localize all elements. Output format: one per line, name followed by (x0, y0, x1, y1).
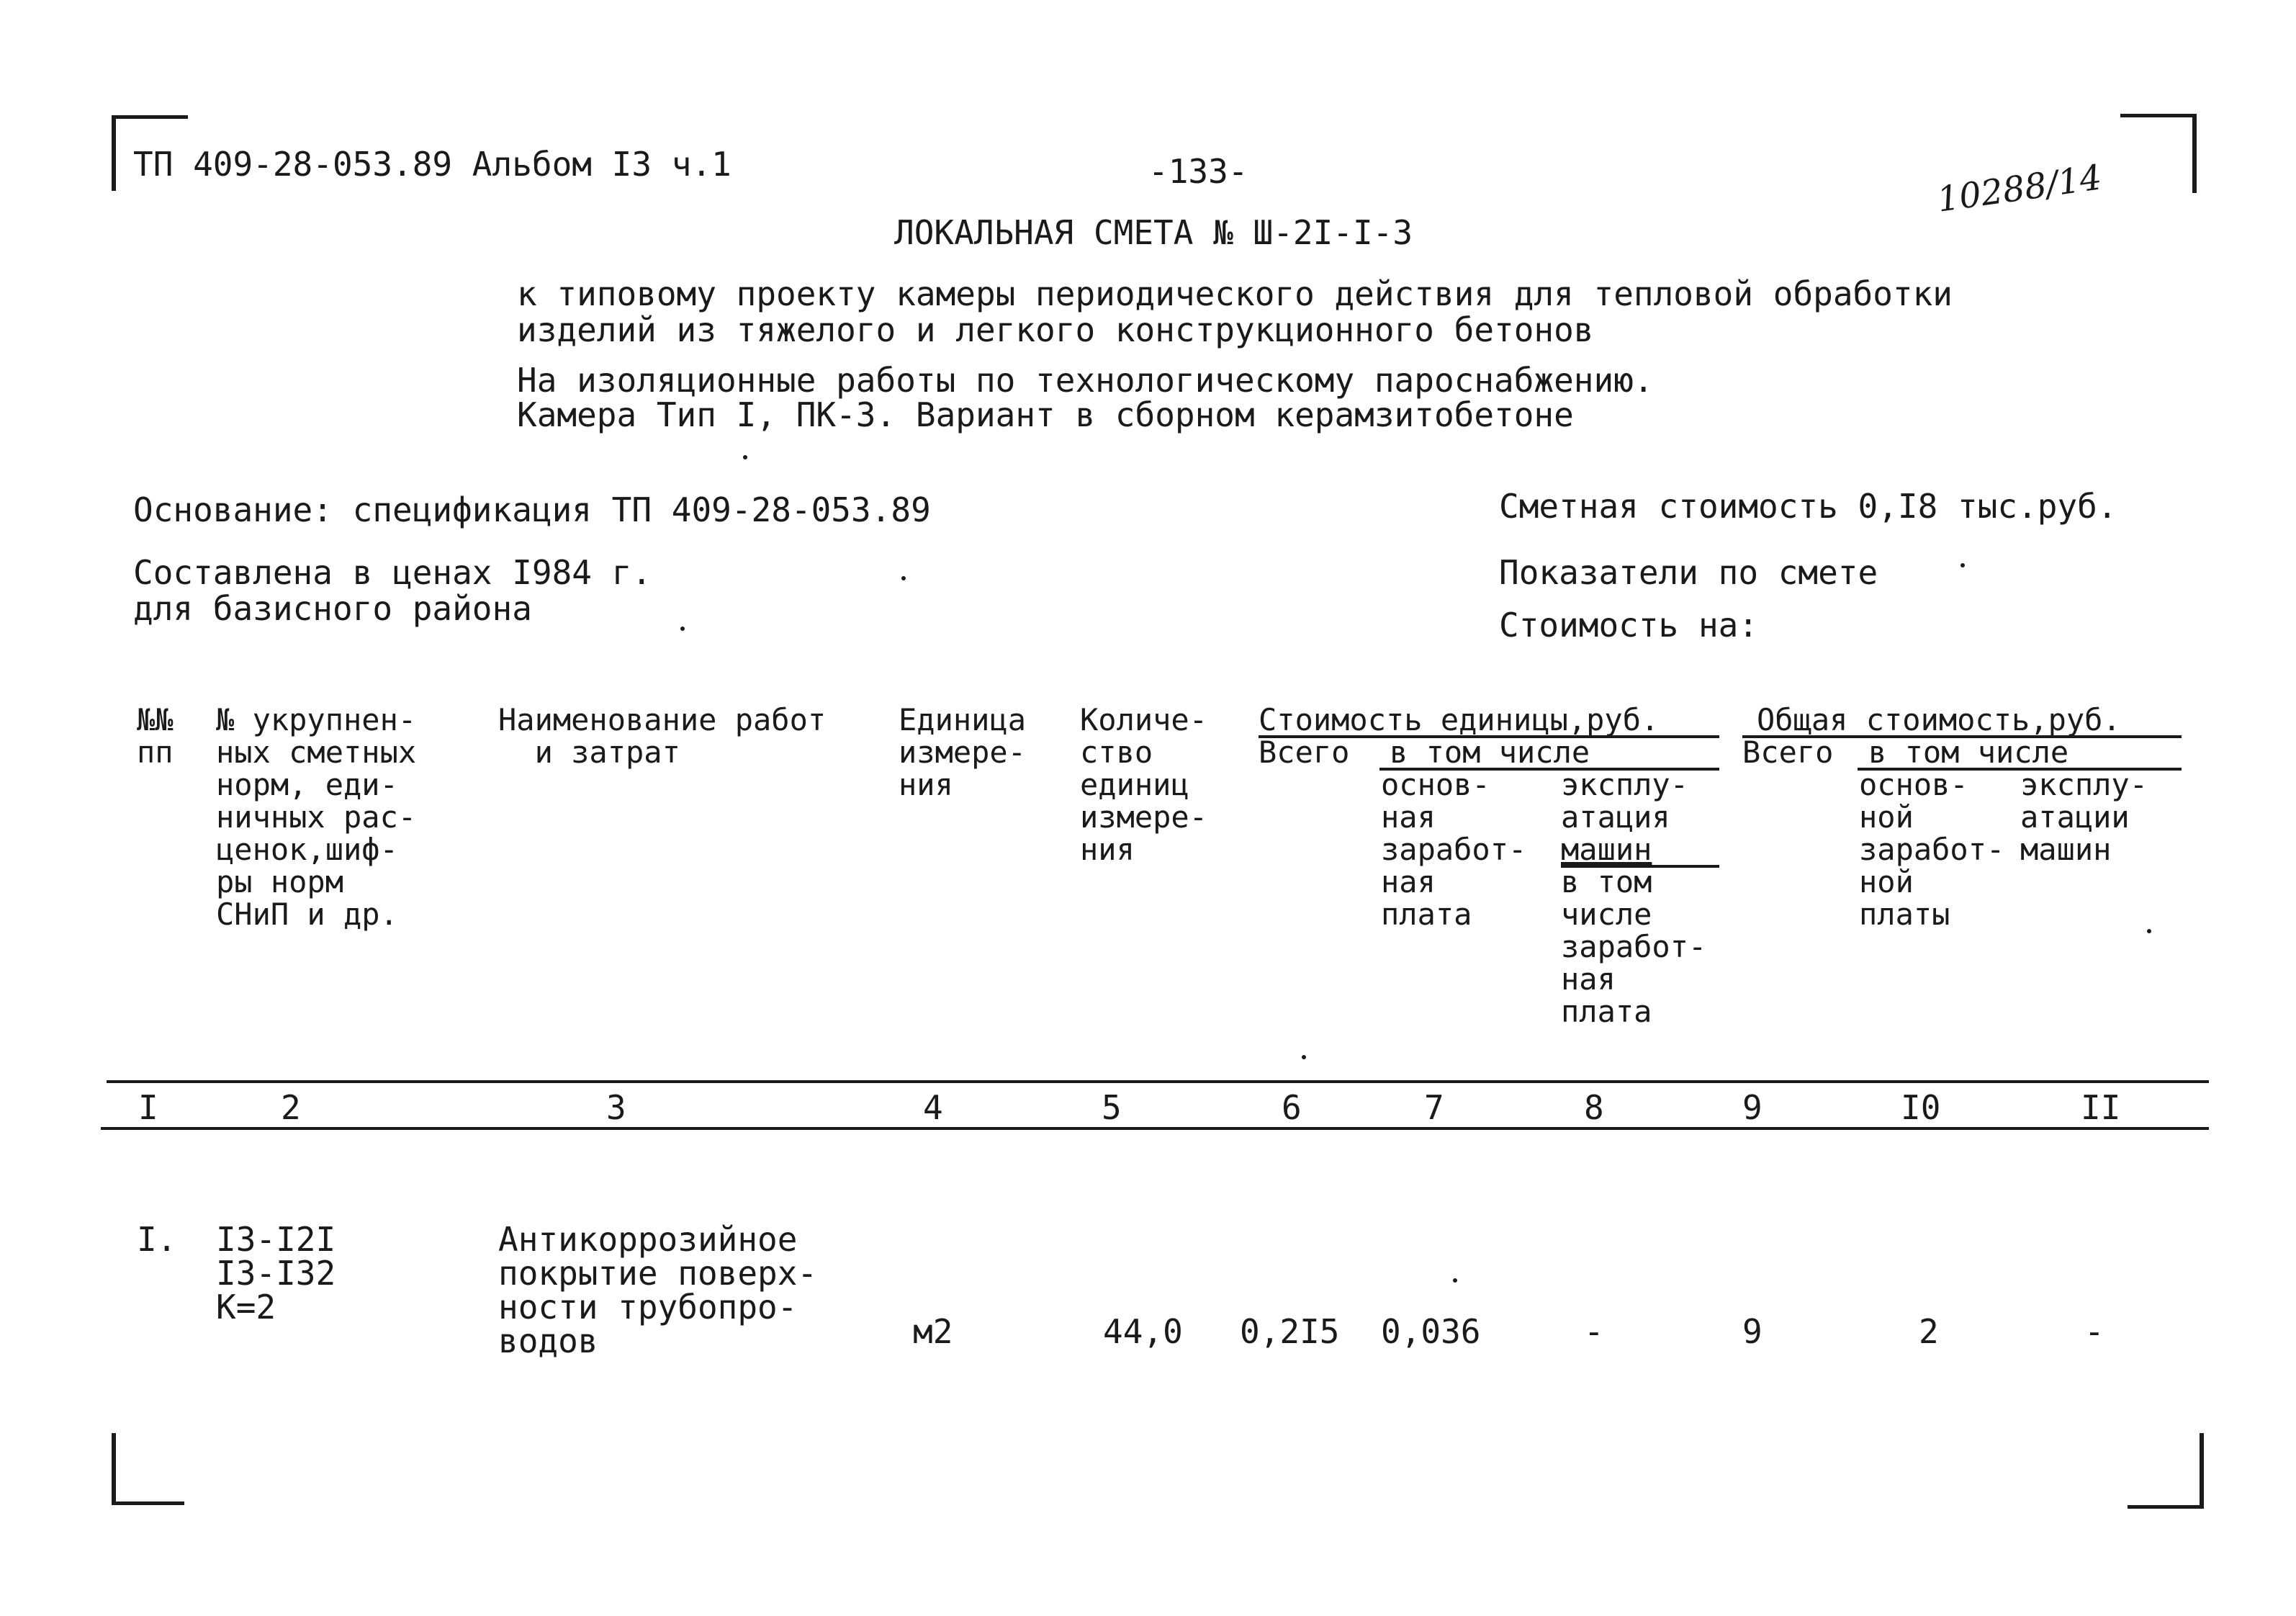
header-col-11: эксплу- атации машин (2020, 767, 2148, 867)
scan-speck (901, 576, 906, 580)
column-number-7: 7 (1424, 1088, 1444, 1127)
header-col-7: основ- ная заработ- ная плата (1381, 767, 1527, 932)
basis-line: Основание: спецификация ТП 409-28-053.89 (133, 490, 931, 529)
column-number-4: 4 (923, 1088, 943, 1127)
scan-speck (1302, 1055, 1306, 1059)
row-unit-machine: - (1584, 1312, 1604, 1351)
indicators-label: Показатели по смете (1499, 553, 1878, 592)
row-unit-wage: 0,036 (1381, 1312, 1481, 1351)
header-col-10: основ- ной заработ- ной платы (1859, 767, 2005, 932)
scan-speck (680, 627, 685, 631)
header-col-3: Наименование работ и затрат (498, 702, 827, 770)
prices-line-1: Составлена в ценах I984 г. (133, 553, 652, 592)
scan-speck (743, 455, 747, 459)
row-total: 9 (1742, 1312, 1762, 1351)
column-number-9: 9 (1742, 1088, 1762, 1127)
header-unit-total: Всего (1259, 735, 1350, 770)
row-norm-codes: I3-I2I I3-I32 К=2 (216, 1220, 336, 1327)
cost-on-label: Стоимость на: (1499, 606, 1759, 645)
scan-speck (1453, 1278, 1457, 1283)
header-unit-including: в том числе (1390, 735, 1590, 770)
row-quantity: 44,0 (1103, 1312, 1183, 1351)
row-number: I. (137, 1220, 177, 1259)
prices-line-2: для базисного района (133, 589, 532, 628)
document-title: ЛОКАЛЬНАЯ СМЕТА № Ш-2I-I-3 (894, 213, 1413, 252)
column-number-10: I0 (1901, 1088, 1941, 1127)
header-col-8-c: в том числе заработ- ная плата (1561, 864, 1707, 1029)
estimated-cost: Сметная стоимость 0,I8 тыс.руб. (1499, 487, 2117, 526)
handwritten-code: 10288/14 (1935, 157, 2104, 220)
row-total-wage: 2 (1919, 1312, 1939, 1351)
subtitle-line-1: к типовому проекту камеры периодического действия для тепловой обработки (517, 274, 1953, 313)
row-total-machine: - (2084, 1312, 2104, 1351)
column-number-11: II (2081, 1088, 2121, 1127)
scan-speck (1960, 563, 1965, 567)
corner-bracket-top-right (2120, 114, 2197, 193)
corner-bracket-bottom-right (2128, 1433, 2204, 1509)
header-col-4: Единица измере- ния (899, 702, 1027, 802)
column-number-6: 6 (1282, 1088, 1302, 1127)
row-unit: м2 (913, 1312, 953, 1351)
work-description-line-2: Камера Тип I, ПК-3. Вариант в сборном керамзитобетоне (517, 395, 1574, 434)
subtitle-line-2: изделий из тяжелого и легкого конструкционного бетонов (517, 310, 1594, 349)
header-col-8-a: эксплу- атация (1561, 767, 1689, 835)
header-col-8-b: машин (1561, 832, 1652, 867)
row-work-name: Антикоррозийное покрытие поверх- ности трубопро- водов (498, 1220, 818, 1360)
column-numbers-bottom-rule (101, 1127, 2209, 1130)
header-unit-cost: Стоимость единицы,руб. (1259, 702, 1660, 737)
header-total-including: в том числе (1868, 735, 2069, 770)
page-number: -133- (1148, 152, 1248, 191)
header-col-1: №№ пп (137, 702, 174, 770)
column-number-5: 5 (1102, 1088, 1122, 1127)
scan-speck (2147, 929, 2151, 933)
row-unit-total: 0,2I5 (1240, 1312, 1340, 1351)
header-col-5: Количе- ство единиц измере- ния (1080, 702, 1208, 867)
header-total-total: Всего (1742, 735, 1834, 770)
column-number-3: 3 (606, 1088, 626, 1127)
work-description-line-1: На изоляционные работы по технологическому пароснабжению. (517, 361, 1654, 400)
table-header-bottom-rule (107, 1080, 2209, 1083)
column-number-2: 2 (281, 1088, 301, 1127)
corner-bracket-bottom-left (112, 1433, 184, 1505)
header-col-2: № укрупнен- ных сметных норм, еди- ничных рас- ценок,шиф- ры норм СНиП и др. (216, 702, 417, 932)
column-number-8: 8 (1584, 1088, 1604, 1127)
column-number-1: I (138, 1088, 158, 1127)
project-reference: ТП 409-28-053.89 Альбом I3 ч.1 (133, 145, 731, 184)
header-total-cost: Общая стоимость,руб. (1757, 702, 2121, 737)
